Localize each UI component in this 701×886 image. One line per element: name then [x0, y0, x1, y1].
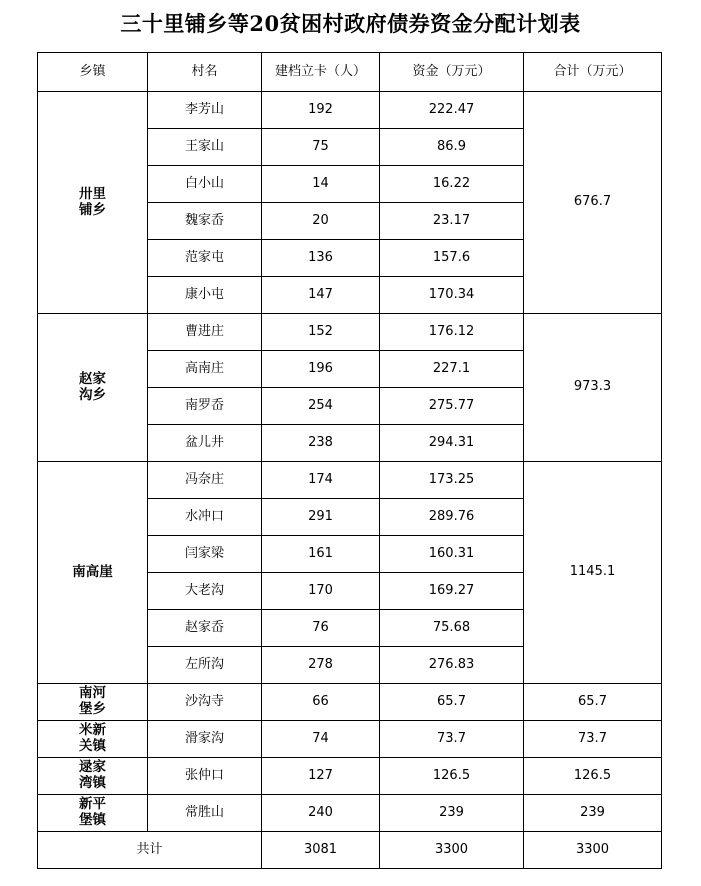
footer-funds: 3300 — [380, 832, 524, 869]
funds-cell: 126.5 — [380, 758, 524, 795]
page-title: 三十里铺乡等20贫困村政府债券资金分配计划表 — [120, 11, 581, 36]
table-body — [38, 92, 662, 832]
village-cell: 冯奈庄 — [148, 462, 262, 499]
registered-cell: 254 — [262, 388, 380, 425]
town-name: 赵家沟乡 — [78, 370, 106, 403]
village-cell: 南罗岙 — [148, 388, 262, 425]
town-name: 南高崖 — [72, 563, 113, 580]
village-cell: 曹进庄 — [148, 314, 262, 351]
footer-registered: 3081 — [262, 832, 380, 869]
village-cell: 张仲口 — [148, 758, 262, 795]
registered-cell: 291 — [262, 499, 380, 536]
table-row — [38, 92, 662, 129]
funds-cell: 173.25 — [380, 462, 524, 499]
group-total-cell: 973.3 — [524, 314, 662, 462]
funds-cell: 294.31 — [380, 425, 524, 462]
registered-cell: 174 — [262, 462, 380, 499]
registered-cell: 66 — [262, 684, 380, 721]
village-cell: 常胜山 — [148, 795, 262, 832]
village-cell: 盆儿井 — [148, 425, 262, 462]
town-cell — [38, 684, 148, 721]
group-total-cell: 1145.1 — [524, 462, 662, 684]
village-cell: 康小屯 — [148, 277, 262, 314]
header-town: 乡镇 — [38, 53, 148, 92]
town-cell — [38, 314, 148, 462]
registered-cell: 196 — [262, 351, 380, 388]
header-registered: 建档立卡（人） — [262, 53, 380, 92]
group-total-cell: 239 — [524, 795, 662, 832]
registered-cell: 127 — [262, 758, 380, 795]
header-funds: 资金（万元） — [380, 53, 524, 92]
header-village: 村名 — [148, 53, 262, 92]
registered-cell: 170 — [262, 573, 380, 610]
registered-cell: 20 — [262, 203, 380, 240]
town-cell — [38, 92, 148, 314]
village-cell: 李芳山 — [148, 92, 262, 129]
village-cell: 范家屯 — [148, 240, 262, 277]
registered-cell: 136 — [262, 240, 380, 277]
table-row — [38, 314, 662, 351]
registered-cell: 76 — [262, 610, 380, 647]
registered-cell: 240 — [262, 795, 380, 832]
registered-cell: 75 — [262, 129, 380, 166]
registered-cell: 152 — [262, 314, 380, 351]
registered-cell: 74 — [262, 721, 380, 758]
funds-cell: 276.83 — [380, 647, 524, 684]
village-cell: 滑家沟 — [148, 721, 262, 758]
funds-cell: 169.27 — [380, 573, 524, 610]
table-row — [38, 721, 662, 758]
town-name: 米新关镇 — [78, 722, 106, 754]
town-name: 卅里铺乡 — [78, 185, 106, 218]
funds-cell: 75.68 — [380, 610, 524, 647]
header-row — [38, 53, 662, 92]
funds-cell: 23.17 — [380, 203, 524, 240]
funds-cell: 73.7 — [380, 721, 524, 758]
town-cell — [38, 795, 148, 832]
funds-cell: 275.77 — [380, 388, 524, 425]
funds-cell: 65.7 — [380, 684, 524, 721]
registered-cell: 14 — [262, 166, 380, 203]
town-cell — [38, 721, 148, 758]
registered-cell: 278 — [262, 647, 380, 684]
group-total-cell: 126.5 — [524, 758, 662, 795]
village-cell: 大老沟 — [148, 573, 262, 610]
funds-cell: 289.76 — [380, 499, 524, 536]
registered-cell: 147 — [262, 277, 380, 314]
funds-cell: 170.34 — [380, 277, 524, 314]
footer-label: 共计 — [38, 832, 262, 869]
town-name: 南河堡乡 — [78, 685, 106, 717]
village-cell: 王家山 — [148, 129, 262, 166]
table-row — [38, 684, 662, 721]
header-total: 合计（万元） — [524, 53, 662, 92]
funds-cell: 86.9 — [380, 129, 524, 166]
funds-cell: 160.31 — [380, 536, 524, 573]
group-total-cell: 65.7 — [524, 684, 662, 721]
group-total-cell: 73.7 — [524, 721, 662, 758]
funds-cell: 239 — [380, 795, 524, 832]
table-row — [38, 795, 662, 832]
table-row — [38, 758, 662, 795]
group-total-cell: 676.7 — [524, 92, 662, 314]
funds-cell: 176.12 — [380, 314, 524, 351]
funds-cell: 227.1 — [380, 351, 524, 388]
village-cell: 水冲口 — [148, 499, 262, 536]
village-cell: 高南庄 — [148, 351, 262, 388]
town-name: 新平堡镇 — [78, 796, 106, 828]
table-row — [38, 462, 662, 499]
town-cell — [38, 758, 148, 795]
registered-cell: 192 — [262, 92, 380, 129]
village-cell: 左所沟 — [148, 647, 262, 684]
funds-cell: 16.22 — [380, 166, 524, 203]
funds-cell: 157.6 — [380, 240, 524, 277]
village-cell: 魏家岙 — [148, 203, 262, 240]
registered-cell: 238 — [262, 425, 380, 462]
allocation-table — [37, 52, 662, 869]
footer-total: 3300 — [524, 832, 662, 869]
funds-cell: 222.47 — [380, 92, 524, 129]
village-cell: 闫家梁 — [148, 536, 262, 573]
town-cell — [38, 462, 148, 684]
registered-cell: 161 — [262, 536, 380, 573]
village-cell: 赵家岙 — [148, 610, 262, 647]
village-cell: 白小山 — [148, 166, 262, 203]
village-cell: 沙沟寺 — [148, 684, 262, 721]
footer-row — [38, 832, 662, 869]
town-name: 逯家湾镇 — [78, 759, 106, 791]
